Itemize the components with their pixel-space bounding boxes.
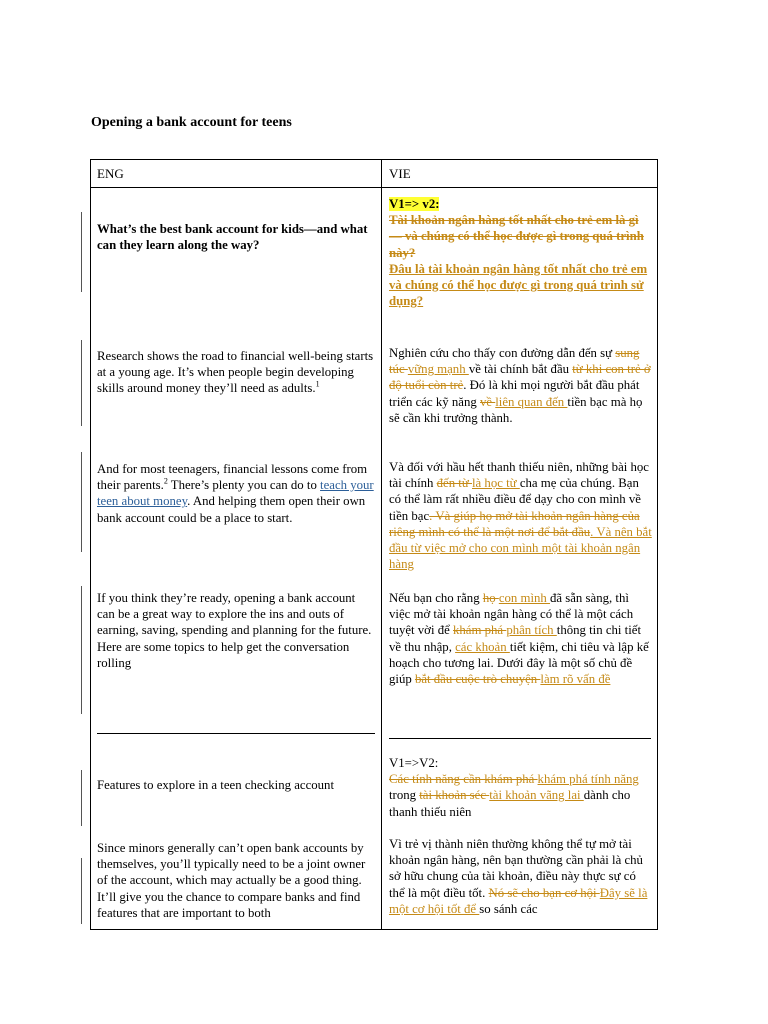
deleted-text: về	[479, 394, 496, 409]
text: Nếu bạn cho rằng	[389, 591, 483, 605]
footnote-ref: 1	[315, 380, 320, 390]
text: tiết kiệm, chi tiêu và lập kế hoạch cho tương lai. Dưới đây là một số chủ đề giúp	[389, 639, 649, 687]
inserted-text: . Và nên bắt đầu từ việc mở cho con mình một tài khoản ngân hàng	[389, 524, 652, 572]
text: so sánh các	[479, 901, 538, 916]
inserted-text: làm rõ vấn đề	[540, 672, 611, 687]
deleted-text: họ	[482, 591, 499, 605]
deleted-text: Các tính năng cần khám phá	[389, 772, 538, 787]
inserted-text: tài khoản vãng lai	[489, 788, 584, 803]
text: Vì trẻ vị thành niên thường không thể tự mở tài khoản ngân hàng, nên bạn thường cần phải là chủ sở hữu chung của tài khoản, điều này thực sự có thể là một điều tốt.	[389, 837, 643, 900]
inserted-text: phân tích	[506, 623, 557, 638]
row3-eng	[97, 461, 375, 526]
text: dành cho thanh thiếu niên	[389, 788, 631, 819]
deleted-text: bắt đầu cuộc trò chuyện	[414, 672, 541, 687]
change-bar	[81, 770, 82, 826]
change-bar	[81, 340, 82, 426]
deleted-text: . Và giúp họ mở tài khoản ngân hàng của riêng mình có thể là một nơi để bắt đầu	[389, 508, 640, 539]
header-eng: ENG	[97, 166, 124, 181]
deleted-text: Tài khoản ngân hàng tốt nhất cho trẻ em là gì — và chúng có thể học được gì trong quá trình này?	[389, 213, 644, 260]
row6-vie	[389, 836, 653, 917]
inserted-text: các khoản	[455, 639, 510, 654]
text: về tài chính bắt đầu	[468, 362, 573, 377]
row4-eng: If you think they’re ready, opening a bank account can be a great way to explore the ins and outs of earning, saving, spending and planning for the future. Here are some topics to help get the conversation rolling	[97, 591, 372, 670]
inserted-text: liên quan đến	[495, 394, 568, 409]
column-divider	[381, 160, 382, 929]
row3-vie	[389, 459, 653, 572]
version-tag: V1=>V2:	[389, 756, 439, 770]
row5-vie	[389, 755, 653, 820]
footnote-ref: 2	[163, 476, 168, 486]
text: There’s plenty you can do to	[167, 478, 321, 493]
deleted-text: sung túc	[389, 346, 640, 377]
row1-eng: What’s the best bank account for kids—and what can they learn along the way?	[97, 222, 368, 253]
text: And for most teenagers, financial lessons come from their parents.	[97, 462, 368, 493]
deleted-text: Nó sẽ cho bạn cơ hội	[488, 885, 600, 900]
text: cha mẹ của chúng. Bạn có thể làm rất nhiều điều để dạy cho con mình về tiền bạc	[389, 476, 641, 523]
row6-eng: Since minors generally can’t open bank accounts by themselves, you’ll typically need to be a joint owner of the account, which may actually be a good thing. It’ll give you the chance to compare banks and find features that are important to both	[97, 841, 366, 920]
inserted-text: là học từ	[472, 476, 520, 491]
translation-table	[90, 159, 658, 930]
row5-eng: Features to explore in a teen checking account	[97, 778, 334, 792]
change-bar	[81, 586, 82, 714]
text: thông tin chi tiết về thu nhập,	[389, 623, 642, 654]
inserted-text: con mình	[498, 591, 550, 605]
change-bar	[81, 452, 82, 552]
row4-vie	[389, 590, 653, 687]
deleted-text: tài khoản séc	[419, 788, 490, 803]
deleted-text: đến từ	[436, 476, 472, 491]
text: Nghiên cứu cho thấy con đường dẫn đến sự	[389, 346, 616, 360]
row2-vie	[389, 345, 653, 426]
document-title: Opening a bank account for teens	[91, 115, 292, 130]
header-vie: VIE	[389, 166, 411, 181]
text: trong	[389, 788, 420, 803]
text: . And helping them open their own bank account could be a place to start.	[97, 494, 366, 525]
text: . Đó là khi mọi người bắt đầu phát triển các kỹ năng	[389, 378, 640, 409]
inserted-text: Đâu là tài khoản ngân hàng tốt nhất cho trẻ em và chúng có thể học được gì trong quá trình sử dụng?	[389, 261, 648, 309]
version-tag: V1=> v2:	[389, 197, 440, 211]
row1-vie	[389, 196, 653, 309]
deleted-text: khám phá	[453, 623, 507, 638]
row2-eng-text: Research shows the road to financial well-being starts at a young age. It’s when people begin developing skills around money they’ll need as adults.	[97, 349, 374, 396]
inserted-text: Đây sẽ là một cơ hội tốt để	[389, 885, 648, 916]
table-header-row	[91, 160, 657, 188]
text: đã sẵn sàng, thì việc mở tài khoản ngân hàng có thể là một cách tuyệt vời để	[389, 591, 634, 638]
change-bar	[81, 212, 82, 292]
inserted-text: khám phá tính năng	[537, 772, 639, 787]
separator-line	[97, 733, 375, 734]
inserted-text: vững mạnh	[407, 362, 469, 377]
text: Và đối với hầu hết thanh thiếu niên, những bài học tài chính	[389, 460, 649, 491]
deleted-text: từ khi con trẻ ở độ tuổi còn trẻ	[389, 362, 651, 393]
separator-line	[389, 738, 651, 739]
row2-eng	[97, 348, 375, 397]
teach-teen-link[interactable]: teach your teen about money	[97, 478, 374, 509]
text: tiền bạc mà họ sẽ cần khi trưởng thành.	[389, 394, 643, 425]
change-bar	[81, 858, 82, 924]
